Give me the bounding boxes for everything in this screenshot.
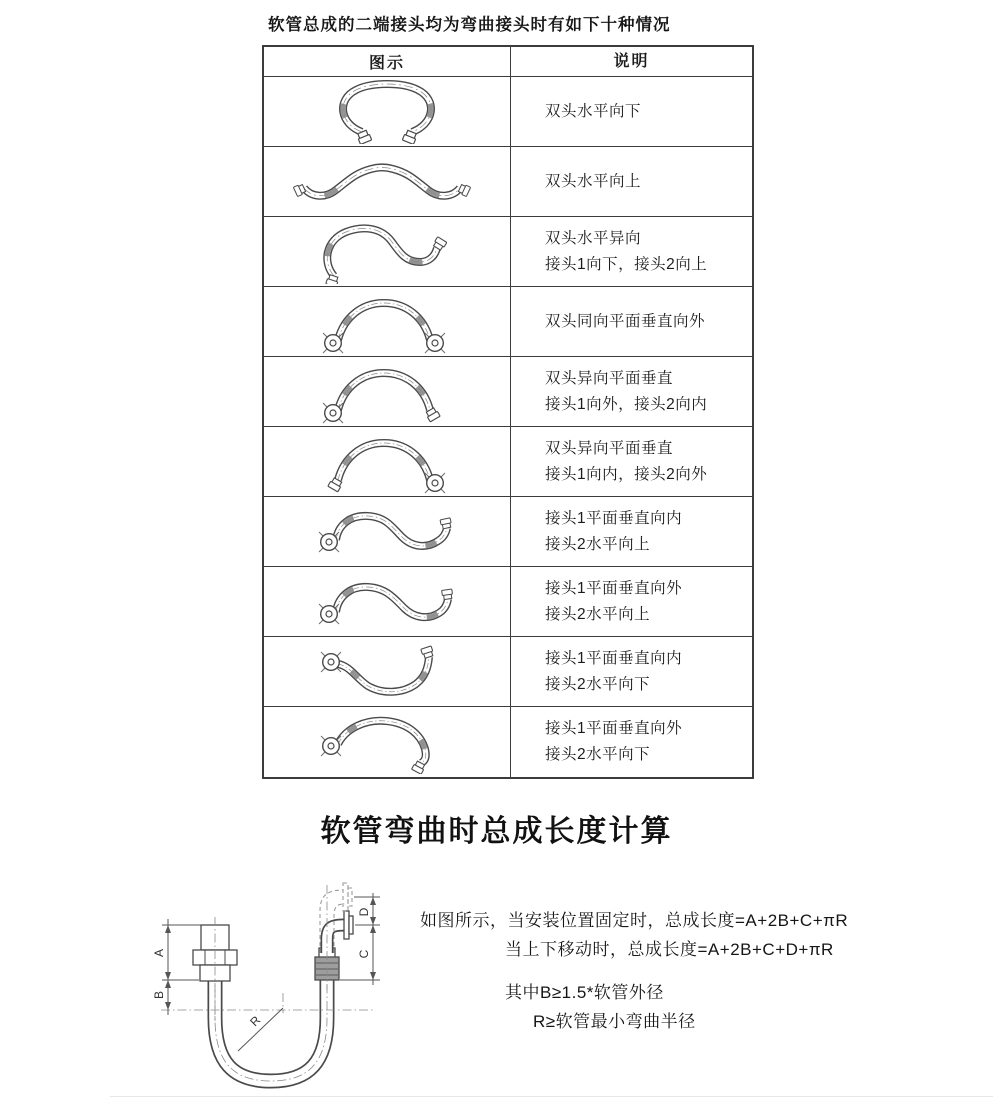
hose-arch-both-ends-down-icon: [272, 80, 502, 144]
calc-line-fixed: 如图所示，当安装位置固定时，总成长度=A+2B+C+πR: [420, 911, 849, 930]
row-desc-line: 接头2水平向下: [545, 675, 651, 693]
footer-rule: [110, 1096, 993, 1097]
table-row: [264, 217, 752, 287]
table-row: [264, 637, 752, 707]
row-desc-line: 双头水平向下: [545, 102, 642, 120]
dim-label-b: B: [152, 990, 166, 1000]
row-desc-line: 双头异向平面垂直: [545, 369, 674, 387]
hose-cases-table: [262, 45, 754, 779]
calculation-text: [420, 906, 848, 1036]
table-row: [264, 287, 752, 357]
row-desc-line: 接头1平面垂直向外: [545, 720, 683, 737]
hose-arch-fitting-left-flange-right-icon: [272, 430, 502, 494]
hose-arch-both-flanges-outward-icon: [272, 290, 502, 354]
row-desc-line: 接头2水平向下: [545, 746, 651, 763]
intro-text: 软管总成的二端接头均为弯曲接头时有如下十种情况: [268, 16, 671, 34]
hose-s-flange-left-end-up-2-icon: [272, 570, 502, 634]
calc-note-r: R≥软管最小弯曲半径: [533, 1012, 696, 1031]
hose-length-diagram: [135, 855, 435, 1100]
section-title: 软管弯曲时总成长度计算: [320, 815, 673, 848]
calc-line-moving: 当上下移动时，总成长度=A+2B+C+D+πR: [505, 940, 834, 959]
header-description: 说明: [511, 47, 752, 77]
row-desc-line: 接头2水平向上: [545, 535, 651, 553]
table-row: [264, 707, 752, 777]
row-desc-line: 双头异向平面垂直: [545, 439, 674, 457]
table-row: [264, 427, 752, 497]
table-row: [264, 77, 752, 147]
row-desc-line: 接头1向内，接头2向外: [545, 465, 708, 483]
row-desc-line: 接头1平面垂直向内: [545, 509, 683, 527]
hose-arch-flange-left-end-down-icon: [272, 710, 502, 774]
row-desc-line: 接头1平面垂直向外: [545, 579, 683, 597]
dim-label-c: C: [357, 949, 371, 959]
dim-label-r: R: [247, 1013, 264, 1030]
dim-label-a: A: [152, 948, 166, 958]
hose-arch-flange-left-fitting-right-icon: [272, 360, 502, 424]
row-desc-line: 双头水平异向: [545, 229, 642, 247]
table-row: [264, 357, 752, 427]
hose-s-curve-opposite-ends-icon: [272, 220, 502, 284]
dim-label-d: D: [357, 907, 371, 917]
straight-fitting: [193, 917, 237, 1021]
row-desc-line: 双头同向平面垂直向外: [545, 312, 706, 330]
header-illustration: 图示: [264, 47, 511, 77]
hose-s-flange-left-end-up-icon: [272, 500, 502, 564]
hose-wave-both-ends-up-icon: [272, 150, 502, 214]
calc-note-b: 其中B≥1.5*软管外径: [505, 983, 664, 1002]
dimension-left: [152, 919, 201, 1015]
row-desc-line: 接头1平面垂直向内: [545, 649, 683, 667]
table-row: [264, 497, 752, 567]
row-desc-line: 接头2水平向上: [545, 605, 651, 623]
row-desc-line: 双头水平向上: [545, 172, 642, 190]
row-desc-line: 接头1向外，接头2向内: [545, 395, 708, 413]
hose-dip-flange-left-end-up-icon: [272, 640, 502, 704]
table-row: [264, 147, 752, 217]
table-row: [264, 567, 752, 637]
row-desc-line: 接头1向下，接头2向上: [545, 255, 708, 273]
table-header-row: [264, 47, 752, 77]
